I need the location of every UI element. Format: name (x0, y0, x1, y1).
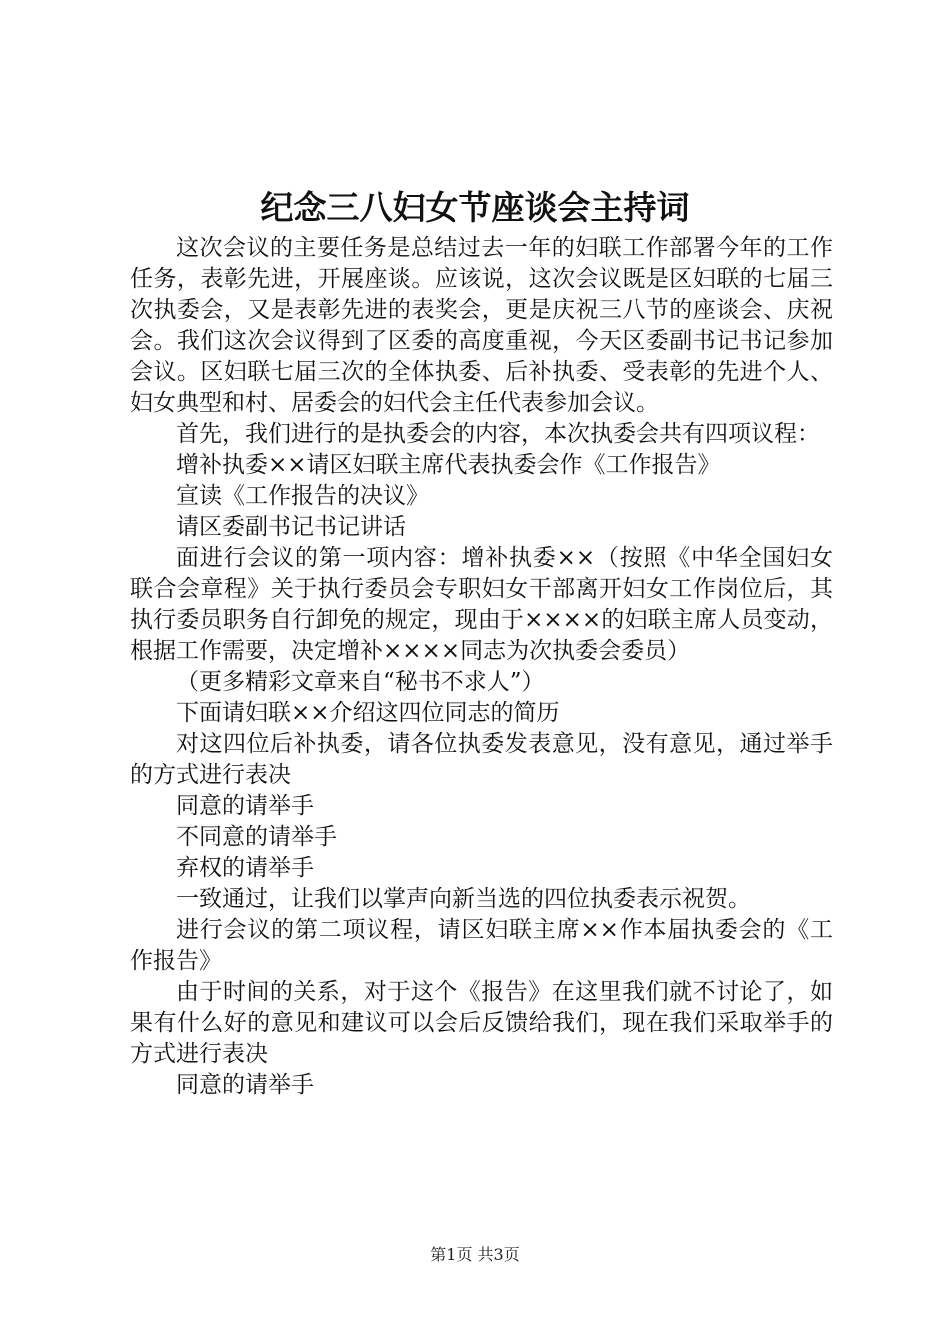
paragraph: 进行会议的第二项议程，请区妇联主席××作本届执委会的《工作报告》 (130, 917, 833, 974)
paragraph: 增补执委××请区妇联主席代表执委会作《工作报告》 (176, 452, 721, 478)
paragraph: 一致通过，让我们以掌声向新当选的四位执委表示祝贺。 (176, 886, 751, 912)
paragraph: 不同意的请举手 (176, 824, 337, 850)
document-title: 纪念三八妇女节座谈会主持词 (260, 188, 690, 227)
paragraph: 首先，我们进行的是执委会的内容，本次执委会共有四项议程： (176, 421, 820, 447)
paragraph: 由于时间的关系，对于这个《报告》在这里我们就不讨论了，如果有什么好的意见和建议可以会后反馈给我们，现在我们采取举手的方式进行表决 (130, 979, 833, 1067)
document-body (130, 233, 833, 1101)
page-number-footer: 第1页 共3页 (430, 1245, 520, 1264)
paragraph: 下面请妇联××介绍这四位同志的简历 (176, 700, 560, 726)
paragraph: 同意的请举手 (176, 793, 314, 819)
paragraph: 同意的请举手 (176, 1072, 314, 1098)
paragraph: 面进行会议的第一项内容：增补执委××（按照《中华全国妇女联合会章程》关于执行委员会专职妇女干部离开妇女工作岗位后，其执行委员职务自行卸免的规定，现由于××××的妇联主席人员变动，根据工作需要，决定增补××××同志为次执委会委员） (130, 545, 833, 664)
paragraph: 弃权的请举手 (176, 855, 314, 881)
paragraph: 对这四位后补执委，请各位执委发表意见，没有意见，通过举手的方式进行表决 (130, 731, 833, 788)
paragraph: 请区委副书记书记讲话 (176, 514, 406, 540)
paragraph: 宣读《工作报告的决议》 (176, 483, 429, 509)
paragraph: 这次会议的主要任务是总结过去一年的妇联工作部署今年的工作任务，表彰先进，开展座谈。应该说，这次会议既是区妇联的七届三次执委会，又是表彰先进的表奖会，更是庆祝三八节的座谈会、庆祝会。我们这次会议得到了区委的高度重视，今天区委副书记书记参加会议。区妇联七届三次的全体执委、后补执委、受表彰的先进个人、妇女典型和村、居委会的妇代会主任代表参加会议。 (130, 235, 833, 416)
paragraph: （更多精彩文章来自“秘书不求人”） (176, 669, 545, 695)
